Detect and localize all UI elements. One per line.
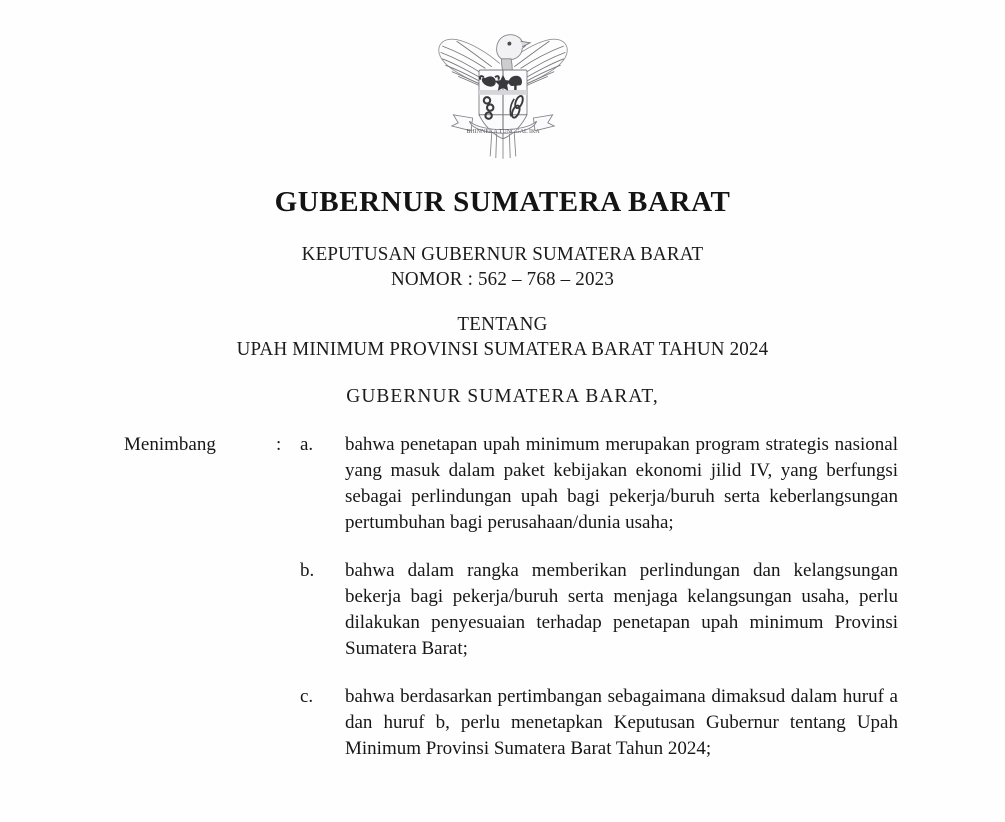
clause-letter-b: b.	[300, 560, 315, 581]
decree-heading: KEPUTUSAN GUBERNUR SUMATERA BARAT	[301, 243, 704, 265]
considering-label: Menimbang	[124, 434, 216, 455]
considering-section	[0, 432, 1005, 784]
clause-letter-a: a.	[300, 434, 314, 455]
decree-number: NOMOR : 562 – 768 – 2023	[390, 268, 615, 290]
garuda-pancasila-emblem	[423, 14, 583, 166]
clause-text-c: bahwa berdasarkan pertimbangan sebagaimana dimaksud dalam huruf a dan huruf b, perlu menetapkan Keputusan Gubernur tentang Upah Minimum Provinsi Sumatera Barat Tahun 2024;	[345, 686, 898, 759]
clause-letter-c: c.	[300, 686, 314, 707]
page-title: GUBERNUR SUMATERA BARAT	[274, 186, 731, 218]
considering-colon: :	[276, 434, 282, 455]
emblem-container	[0, 14, 1005, 171]
clause-text-a: bahwa penetapan upah minimum merupakan program strategis nasional yang masuk dalam paket kebijakan ekonomi jilid IV, yang berfungsi sebagai perlindungan upah bagi pekerja/buruh serta keberlangsungan pertumbuhan bagi perusahaan/dunia usaha;	[345, 434, 898, 533]
considering-item-a	[0, 432, 1005, 536]
decree-addressee: GUBERNUR SUMATERA BARAT,	[346, 385, 659, 407]
decree-subject: UPAH MINIMUM PROVINSI SUMATERA BARAT TAHUN 2024	[236, 338, 769, 360]
clause-text-b: bahwa dalam rangka memberikan perlindungan dan kelangsungan bekerja bagi pekerja/buruh serta menjaga kelangsungan usaha, perlu dilakukan penyesuaian terhadap penetapan upah minimum Provinsi Sumatera Barat;	[345, 560, 898, 659]
svg-text:BHINNEKA TUNGGAL IKA: BHINNEKA TUNGGAL IKA	[465, 129, 540, 136]
about-label: TENTANG	[457, 313, 548, 335]
considering-item-b	[0, 558, 1005, 662]
considering-item-c	[0, 684, 1005, 762]
